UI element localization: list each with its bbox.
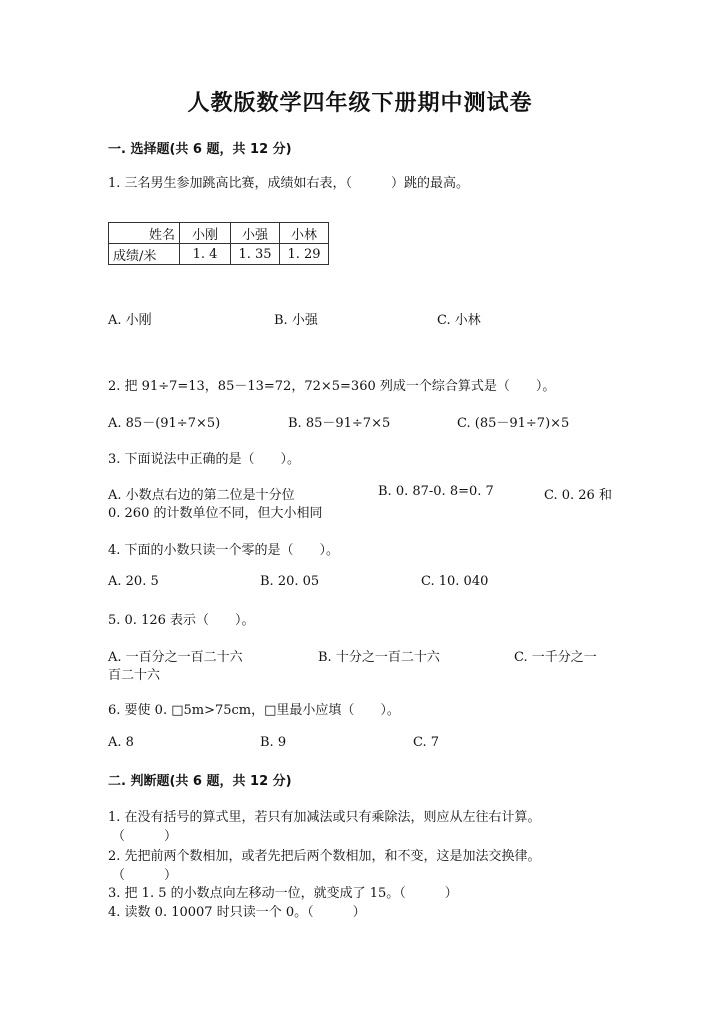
option-c: C. 一千分之一 (514, 650, 597, 665)
table-header-cell: 小刚 (180, 223, 231, 244)
option-a: A. 20. 5 (108, 574, 159, 589)
option-b: B. 85－91÷7×5 (288, 416, 391, 431)
option-b: B. 小强 (274, 313, 318, 328)
option-c: C. (85－91÷7)×5 (457, 416, 570, 431)
judgement-1: 1. 在没有括号的算式里，若只有加减法或只有乘除法，则应从左往右计算。 (108, 810, 541, 825)
question-2: 2. 把 91÷7=13，85－13=72，72×5=360 列成一个综合算式是（ ）。 (108, 379, 556, 394)
table-cell: 1. 35 (231, 244, 280, 265)
option-c: C. 0. 26 和 (544, 488, 612, 503)
option-c-continuation: 百二十六 (108, 668, 161, 683)
judgement-2: 2. 先把前两个数相加，或者先把后两个数相加，和不变，这是加法交换律。 (108, 849, 541, 864)
question-6: 6. 要使 0. □5m>75cm，□里最小应填（ ）。 (108, 703, 400, 718)
table-header-cell: 小强 (231, 223, 280, 244)
option-c: C. 10. 040 (421, 574, 489, 589)
table-header-cell: 小林 (280, 223, 329, 244)
question-4: 4. 下面的小数只读一个零的是（ ）。 (108, 543, 340, 558)
table-cell: 1. 4 (180, 244, 231, 265)
judgement-2-blank: （ ） (112, 868, 178, 883)
option-b: B. 十分之一百二十六 (318, 650, 440, 665)
option-b: B. 9 (260, 735, 287, 750)
section2-heading: 二. 判断题(共 6 题，共 12 分) (108, 774, 292, 789)
judgement-4: 4. 读数 0. 10007 时只读一个 0。（ ） (108, 905, 366, 920)
option-a: A. 小刚 (108, 313, 152, 328)
table-row (109, 244, 329, 265)
option-b: B. 20. 05 (260, 574, 320, 589)
option-a: A. 8 (108, 735, 134, 750)
table-cell: 1. 29 (280, 244, 329, 265)
option-a: A. 85－(91÷7×5) (108, 416, 221, 431)
judgement-1-blank: （ ） (112, 829, 178, 844)
table-row (109, 223, 329, 244)
table-cell: 成绩/米 (109, 244, 180, 265)
option-c: C. 小林 (437, 313, 481, 328)
page-title: 人教版数学四年级下册期中测试卷 (187, 90, 533, 116)
judgement-3: 3. 把 1. 5 的小数点向左移动一位，就变成了 15。（ ） (108, 886, 458, 901)
option-a: A. 小数点右边的第二位是十分位 (108, 488, 295, 503)
option-c-continuation: 0. 260 的计数单位不同，但大小相同 (108, 506, 323, 521)
score-table (108, 222, 329, 265)
section1-heading: 一. 选择题(共 6 题，共 12 分) (108, 142, 292, 157)
question-3: 3. 下面说法中正确的是（ ）。 (108, 452, 301, 467)
table-header-cell: 姓名 (109, 223, 180, 244)
option-a: A. 一百分之一百二十六 (108, 650, 243, 665)
option-c: C. 7 (413, 735, 440, 750)
question-5: 5. 0. 126 表示（ ）。 (108, 613, 255, 628)
question-1: 1. 三名男生参加跳高比赛，成绩如右表，（ ）跳的最高。 (108, 176, 470, 191)
option-b: B. 0. 87-0. 8=0. 7 (378, 484, 494, 499)
